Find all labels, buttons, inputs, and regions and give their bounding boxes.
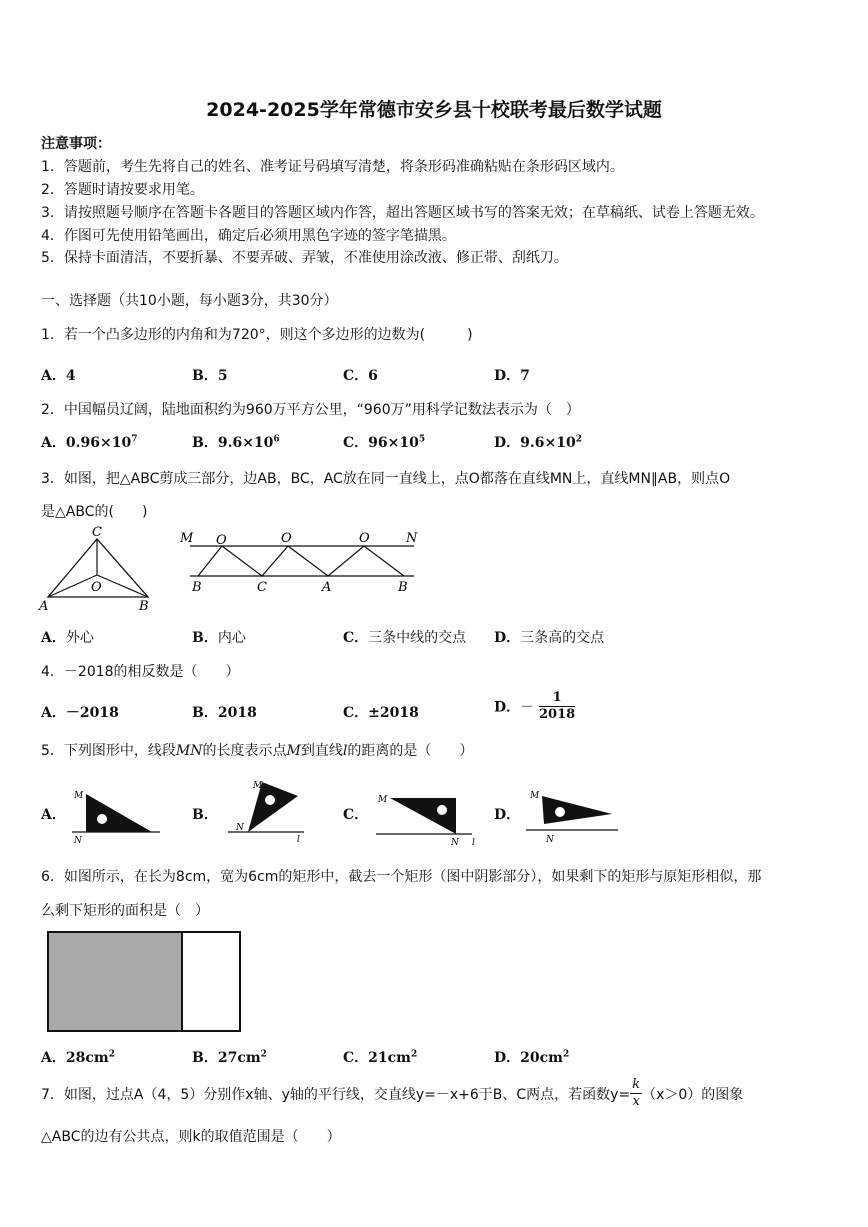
label-b: B xyxy=(192,580,202,595)
set-square-hole xyxy=(97,814,107,824)
q5-figure-c xyxy=(372,788,482,848)
q5-option-c[interactable]: C． xyxy=(343,807,369,823)
label-n: N xyxy=(546,835,554,845)
label-o: O xyxy=(359,531,370,546)
question-3-line-2: 是△ABC的( ) xyxy=(41,504,148,520)
q2-option-c[interactable]: C．$96\times 10^5$ xyxy=(343,434,426,451)
page-title: 2024-2025学年常德市安乡县十校联考最后数学试题 xyxy=(206,99,662,121)
q1-option-a[interactable]: A．4 xyxy=(41,368,76,384)
segment-ao xyxy=(48,575,97,597)
label-m: M xyxy=(378,795,388,805)
q1-option-b[interactable]: B．5 xyxy=(192,368,228,384)
fraction: $\frac{1}{2018}$ xyxy=(539,690,576,722)
label-n: N xyxy=(406,531,418,546)
note-item: 2．答题时请按要求用笔。 xyxy=(41,182,204,198)
q5-figure-a xyxy=(68,784,163,846)
remaining-rectangle xyxy=(182,932,240,1031)
q1-option-c[interactable]: C．6 xyxy=(343,368,378,384)
q3-strip-figure xyxy=(178,528,428,598)
label-b: B xyxy=(398,580,408,595)
q2-option-d[interactable]: D．$9.6\times 10^2$ xyxy=(494,434,582,451)
note-item: 3．请按照题号顺序在答题卡各题目的答题区域内作答，超出答题区域书写的答案无效；在草稿纸、试卷上答题无效。 xyxy=(41,205,764,221)
label-m: M xyxy=(253,781,263,791)
set-square-hole xyxy=(437,805,447,815)
q6-option-c[interactable]: C．$21cm^2$ xyxy=(343,1049,418,1066)
set-square-shape xyxy=(390,798,456,834)
label-o: O xyxy=(281,531,292,546)
q4-option-d[interactable]: D．－ $\frac{1}{2018}$ xyxy=(494,690,576,722)
question-5: 5．下列图形中，线段MN的长度表示点M到直线l的距离的是（ ） xyxy=(41,743,474,759)
set-square-hole xyxy=(555,807,565,817)
label-c: C xyxy=(257,580,267,595)
label-n: N xyxy=(74,836,82,846)
label-l: l xyxy=(472,838,475,848)
question-6-line-2: 么剩下矩形的面积是（ ） xyxy=(41,903,209,919)
q4-option-a[interactable]: A．－2018 xyxy=(41,705,119,721)
label-m: M xyxy=(180,531,194,546)
label-b: B xyxy=(139,599,149,614)
note-item: 5．保持卡面清洁，不要折暴、不要弄破、弄皱，不准使用涂改液、修正带、刮纸刀。 xyxy=(41,250,568,266)
label-a: A xyxy=(322,580,332,595)
fraction-k-over-x: $\frac{k}{x}$ xyxy=(632,1077,641,1109)
q5-option-a[interactable]: A． xyxy=(41,807,66,823)
label-n: N xyxy=(236,823,244,833)
segment-bo xyxy=(97,575,148,597)
q2-option-b[interactable]: B．$9.6\times 10^6$ xyxy=(192,434,280,451)
q2-option-a[interactable]: A．$0.96\times 10^7$ xyxy=(41,434,138,451)
label-m: M xyxy=(530,791,540,801)
note-item: 1．答题前，考生先将自己的姓名、准考证号码填写清楚，将条形码准确粘贴在条形码区域内。 xyxy=(41,159,624,175)
zigzag-segments xyxy=(198,546,404,576)
section-heading: 一、选择题（共10小题，每小题3分，共30分） xyxy=(41,293,338,309)
q6-option-a[interactable]: A．$28cm^2$ xyxy=(41,1049,115,1066)
label-o: O xyxy=(91,580,102,595)
set-square-shape xyxy=(86,794,152,832)
q6-option-d[interactable]: D．$20cm^2$ xyxy=(494,1049,570,1066)
question-3-line-1: 3．如图，把△ABC剪成三部分，边AB，BC，AC放在同一直线上，点O都落在直线MN上，直线MN∥AB，则点O xyxy=(41,471,731,487)
question-4: 4．－2018的相反数是（ ） xyxy=(41,664,240,680)
q1-option-d[interactable]: D．7 xyxy=(494,368,530,384)
shaded-rectangle xyxy=(48,932,182,1031)
question-7-line-1: 7．如图，过点A（4，5）分别作x轴、y轴的平行线，交直线y=－x+6于B、C两点，若函数y= $\frac{k}{x}$ （x＞0）的图象 xyxy=(41,1077,744,1109)
q3-option-d[interactable]: D．三条高的交点 xyxy=(494,630,605,646)
notes-heading: 注意事项： xyxy=(41,136,111,152)
q6-rectangle-figure xyxy=(44,928,249,1034)
label-m: M xyxy=(74,791,84,801)
q5-option-d[interactable]: D． xyxy=(494,807,521,823)
q6-option-b[interactable]: B．$27cm^2$ xyxy=(192,1049,267,1066)
label-a: A xyxy=(39,599,49,614)
q5-figure-d xyxy=(522,784,622,846)
q4-option-b[interactable]: B．2018 xyxy=(192,705,257,721)
label-l: l xyxy=(297,835,300,845)
q5-option-b[interactable]: B． xyxy=(192,807,218,823)
label-c: C xyxy=(92,525,102,540)
question-2: 2．中国幅员辽阔，陆地面积约为960万平方公里，“960万”用科学记数法表示为（ ） xyxy=(41,402,580,418)
q3-triangle-figure xyxy=(36,525,161,617)
q3-option-a[interactable]: A．外心 xyxy=(41,630,94,646)
set-square-hole xyxy=(265,795,275,805)
q3-option-b[interactable]: B．内心 xyxy=(192,630,246,646)
note-item: 4．作图可先使用铅笔画出，确定后必须用黑色字迹的签字笔描黑。 xyxy=(41,228,456,244)
q4-option-c[interactable]: C．±2018 xyxy=(343,705,419,721)
label-n: N xyxy=(451,838,459,848)
question-7-line-2: △ABC的边有公共点，则k的取值范围是（ ） xyxy=(41,1129,341,1145)
question-6-line-1: 6．如图所示，在长为8cm，宽为6cm的矩形中，截去一个矩形（图中阴影部分），如果剩下的矩形与原矩形相似，那 xyxy=(41,869,762,885)
label-o: O xyxy=(216,533,227,548)
set-square-shape xyxy=(542,796,612,824)
q5-figure-b xyxy=(220,776,310,846)
question-1: 1．若一个凸多边形的内角和为720°，则这个多边形的边数为( ) xyxy=(41,327,473,343)
q3-option-c[interactable]: C．三条中线的交点 xyxy=(343,630,467,646)
